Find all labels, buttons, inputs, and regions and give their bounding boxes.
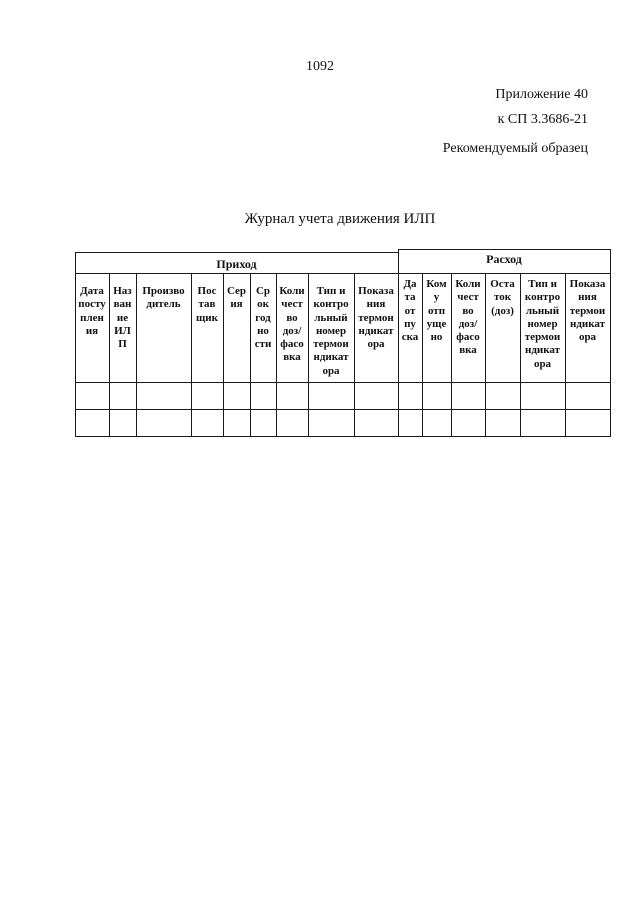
page-number: 1092 — [306, 59, 334, 74]
column-header: Оста ток (доз) — [490, 278, 515, 317]
table-cell — [250, 382, 276, 409]
column-border — [610, 249, 611, 437]
table-cell — [308, 409, 354, 436]
table-cell — [520, 382, 565, 409]
appendix-document: к СП 3.3686-21 — [497, 112, 588, 127]
table-cell — [308, 382, 354, 409]
column-header: Тип и контро льный номер термои ндикат ора — [313, 285, 349, 377]
table-cell — [520, 409, 565, 436]
column-header: Пос тав щик — [196, 285, 218, 324]
table-cell — [223, 382, 250, 409]
table-cell — [191, 409, 223, 436]
table-cell — [75, 409, 109, 436]
table-cell — [109, 409, 136, 436]
row-border — [75, 436, 610, 437]
table-cell — [136, 409, 191, 436]
table-cell — [398, 382, 422, 409]
group-header-expense: Расход — [486, 252, 522, 266]
table-cell — [250, 409, 276, 436]
table-cell — [565, 382, 610, 409]
column-header: Наз ван ие ИЛ П — [113, 285, 132, 351]
table-cell — [223, 409, 250, 436]
group-header-bottom-border — [75, 273, 610, 274]
journal-title: Журнал учета движения ИЛП — [244, 211, 436, 227]
table-cell — [398, 409, 422, 436]
column-header: Ср ок год но сти — [254, 285, 272, 351]
table-cell — [109, 382, 136, 409]
table-cell — [485, 409, 520, 436]
table-cell — [75, 382, 109, 409]
column-header: Показа ния термои ндикат ора — [569, 278, 606, 344]
column-header: Коли чест во доз/ фасо вка — [455, 278, 481, 357]
column-header: Да та от пу ска — [401, 278, 419, 344]
table-cell — [485, 382, 520, 409]
table-cell — [422, 409, 451, 436]
table-cell — [276, 409, 308, 436]
column-header: Коли чест во доз/ фасо вка — [279, 285, 305, 364]
table-cell — [451, 409, 485, 436]
column-header: Ком у отп уще но — [426, 278, 447, 344]
column-header: Сер ия — [226, 285, 247, 311]
table-top-border — [75, 252, 398, 253]
table-cell — [422, 382, 451, 409]
table-cell — [354, 409, 398, 436]
group-header-income: Приход — [216, 257, 257, 271]
column-header: Произво дитель — [142, 285, 185, 311]
table-cell — [451, 382, 485, 409]
column-header: Показа ния термон ндикат ора — [358, 285, 394, 351]
appendix-reference — [495, 82, 588, 132]
table-cell — [276, 382, 308, 409]
column-header: Тип и контро льный номер термои ндикат ора — [524, 278, 561, 370]
recommended-sample-label: Рекомендуемый образец — [442, 141, 588, 156]
appendix-number: Приложение 40 — [495, 87, 588, 102]
table-top-border — [398, 249, 610, 250]
column-header: Дата посту плен ия — [78, 285, 106, 337]
table-cell — [136, 382, 191, 409]
table-cell — [565, 409, 610, 436]
table-cell — [191, 382, 223, 409]
table-cell — [354, 382, 398, 409]
